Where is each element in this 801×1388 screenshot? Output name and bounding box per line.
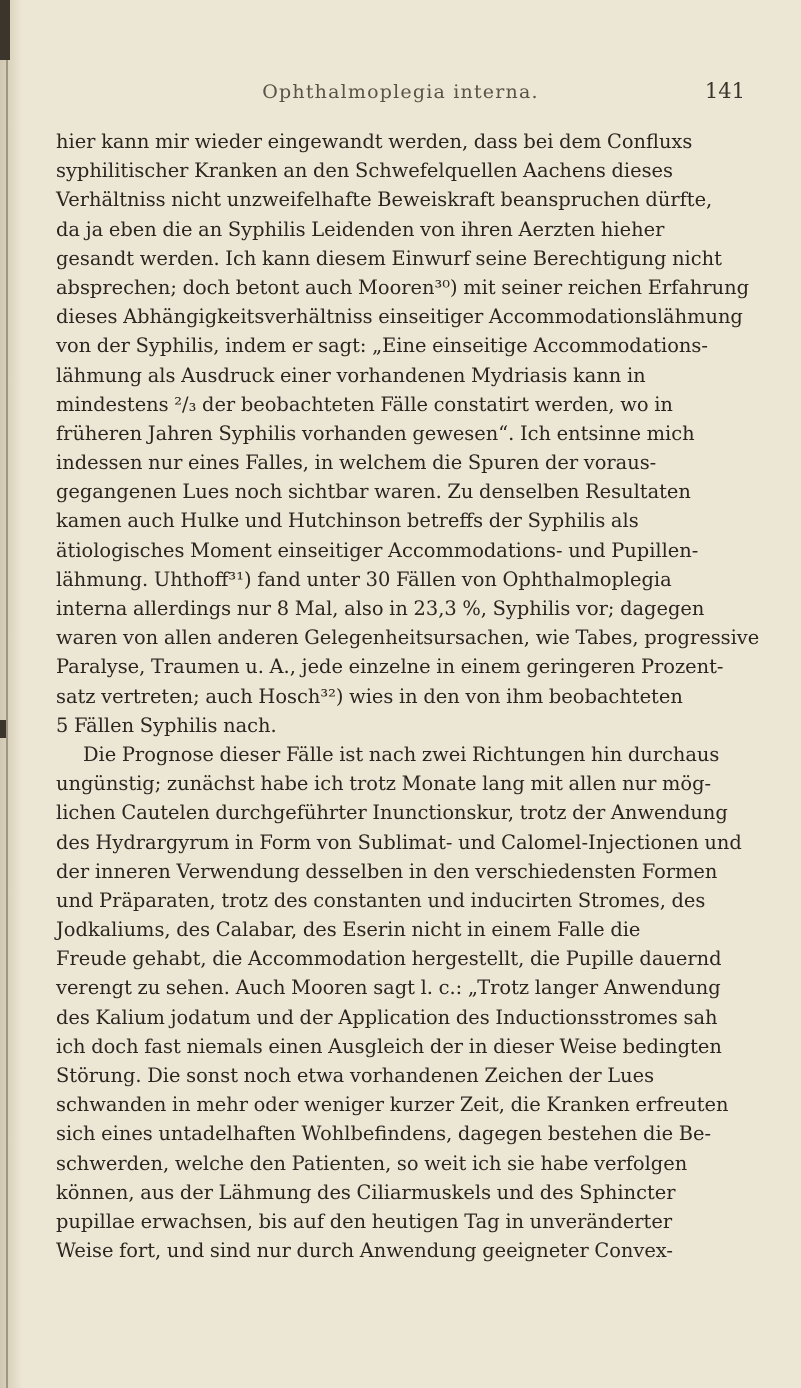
text-line: verengt zu sehen. Auch Mooren sagt l. c.: „Trotz langer Anwendung — [56, 976, 721, 1000]
text-line: schwanden in mehr oder weniger kurzer Zeit, die Kranken erfreuten — [56, 1093, 729, 1117]
text-line: interna allerdings nur 8 Mal, also in 23,3 %, Syphilis vor; dagegen — [56, 597, 705, 620]
body-text — [56, 127, 759, 1265]
gutter-line — [6, 0, 8, 1388]
text-line: Jodkaliums, des Calabar, des Eserin nicht in einem Falle die — [56, 918, 641, 942]
text-line: satz vertreten; auch Hosch³²) wies in den von ihm beobachteten — [56, 684, 683, 708]
text-line: und Präparaten, trotz des constanten und inducirten Stromes, des — [56, 888, 706, 912]
text-line: waren von allen anderen Gelegenheitsursachen, wie Tabes, progressive — [56, 626, 760, 650]
text-line: lichen Cautelen durchgeführter Inunctionskur, trotz der Anwendung — [56, 801, 728, 825]
text-line: der inneren Verwendung desselben in den verschiedensten Formen — [56, 859, 718, 883]
text-line: gesandt werden. Ich kann diesem Einwurf seine Berechtigung nicht — [56, 246, 722, 270]
text-line: indessen nur eines Falles, in welchem die Spuren der voraus- — [56, 451, 657, 475]
running-title: Ophthalmoplegia interna. — [262, 81, 539, 103]
text-line: Weise fort, und sind nur durch Anwendung geeigneter Convex- — [56, 1239, 673, 1263]
text-line: 5 Fällen Syphilis nach. — [56, 713, 277, 737]
text-line: können, aus der Lähmung des Ciliarmuskels und des Sphincter — [56, 1180, 676, 1204]
text-line: syphilitischer Kranken an den Schwefelquellen Aachens dieses — [56, 159, 673, 183]
text-line: kamen auch Hulke und Hutchinson betreffs der Syphilis als — [56, 509, 639, 533]
text-line: Freude gehabt, die Accommodation hergestellt, die Pupille dauernd — [56, 947, 722, 971]
text-line: Störung. Die sonst noch etwa vorhandenen Zeichen der Lues — [56, 1064, 655, 1087]
text-line: lähmung. Uhthoff³¹) fand unter 30 Fällen von Ophthalmoplegia — [56, 567, 672, 591]
gutter-mark — [0, 0, 10, 60]
binding-gutter — [0, 0, 22, 1388]
text-line: ungünstig; zunächst habe ich trotz Monate lang mit allen nur mög- — [56, 772, 712, 796]
text-line: ich doch fast niemals einen Ausgleich der in dieser Weise bedingten — [56, 1034, 722, 1058]
text-line: sich eines untadelhaften Wohlbefindens, dagegen bestehen die Be- — [56, 1122, 712, 1146]
text-line: des Hydrargyrum in Form von Sublimat- und Calomel-Injectionen und — [56, 830, 742, 854]
paragraph-start-line: Die Prognose dieser Fälle ist nach zwei Richtungen hin durchaus — [83, 742, 720, 766]
text-line: mindestens ²/₃ der beobachteten Fälle constatirt werden, wo in — [56, 392, 673, 416]
text-line: dieses Abhängigkeitsverhältniss einseitiger Accommodationslähmung — [56, 305, 743, 329]
text-line: hier kann mir wieder eingewandt werden, dass bei dem Confluxs — [56, 130, 693, 153]
text-line: gegangenen Lues noch sichtbar waren. Zu denselben Resultaten — [56, 480, 691, 504]
text-line: Paralyse, Traumen u. A., jede einzelne in einem geringeren Prozent- — [56, 655, 724, 679]
text-line: ätiologisches Moment einseitiger Accommodations- und Pupillen- — [56, 538, 699, 562]
text-line: lähmung als Ausdruck einer vorhandenen Mydriasis kann in — [56, 363, 646, 387]
page-number: 141 — [704, 79, 745, 103]
text-line: da ja eben die an Syphilis Leidenden von ihren Aerzten hieher — [56, 217, 665, 241]
text-line: pupillae erwachsen, bis auf den heutigen Tag in unveränderter — [56, 1209, 673, 1233]
text-line: schwerden, welche den Patienten, so weit ich sie habe verfolgen — [56, 1151, 688, 1175]
text-line: Verhältniss nicht unzweifelhafte Beweiskraft beanspruchen dürfte, — [56, 188, 713, 212]
text-line: früheren Jahren Syphilis vorhanden gewesen“. Ich entsinne mich — [56, 421, 695, 445]
text-line: des Kalium jodatum und der Application des Inductionsstromes sah — [56, 1005, 718, 1029]
text-line: absprechen; doch betont auch Mooren³⁰) mit seiner reichen Erfahrung — [56, 275, 750, 299]
text-line: von der Syphilis, indem er sagt: „Eine einseitige Accommodations- — [56, 334, 708, 358]
gutter-mark — [0, 720, 6, 738]
running-head — [0, 75, 801, 115]
